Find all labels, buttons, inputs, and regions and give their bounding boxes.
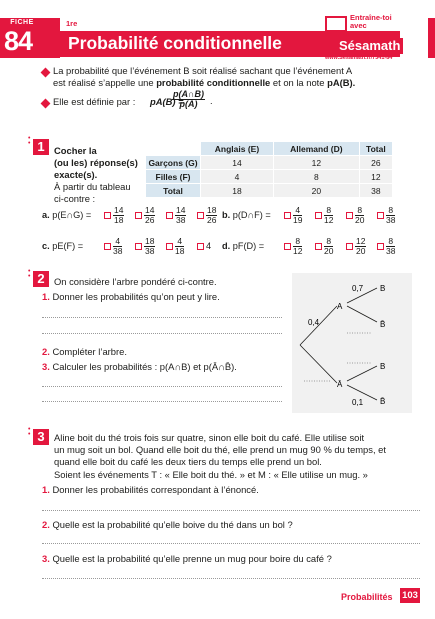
answer-checkbox[interactable]: [135, 212, 142, 219]
answer-fraction: [324, 237, 333, 256]
ex3-line: quand elle boit du café les deux tiers du temps elle prend un bol.: [54, 456, 322, 468]
ex2-q1-num: 1.: [42, 291, 50, 302]
fraction-numerator: 14: [114, 205, 124, 215]
ex1-instr-5: ci-contre :: [54, 193, 96, 204]
ex3-q1-text: Donner les probabilités correspondant à l’énoncé.: [52, 484, 259, 495]
answer-checkbox[interactable]: [166, 243, 173, 250]
answer-option: [104, 206, 124, 225]
answer-line[interactable]: [42, 386, 282, 387]
table-row-header: Total: [146, 184, 201, 198]
fraction-denominator: 18: [175, 246, 185, 256]
qb-expression: p(D∩F) =: [232, 210, 271, 220]
tree-branch: [300, 345, 337, 383]
answer-checkbox[interactable]: [135, 243, 142, 250]
table-header: Allemand (D): [273, 142, 359, 156]
ex3-line: un mug soit un bol. Quand elle boit du thé, elle prend un mug 90 % du temps, et: [54, 444, 386, 456]
answer-option: [104, 237, 122, 256]
table-header: Anglais (E): [201, 142, 274, 156]
ex1-qb: [222, 210, 271, 220]
tree-prob-a: 0,4: [308, 318, 320, 327]
ex2-q2-num: 2.: [42, 346, 50, 357]
table-cell: 18: [201, 184, 274, 198]
table-cell: 8: [273, 170, 359, 184]
answer-checkbox[interactable]: [284, 243, 291, 250]
ex1-qa: [42, 210, 91, 220]
fraction-numerator: 4: [175, 237, 184, 247]
sesamath-logo[interactable]: Sésamath: [336, 38, 403, 54]
fraction-denominator: 38: [176, 215, 186, 225]
answer-fraction: [206, 206, 217, 225]
exercise-3-badge: 3: [33, 429, 49, 445]
fraction-numerator: 8: [324, 237, 333, 247]
table-cell: 20: [273, 184, 359, 198]
answer-option: [346, 237, 366, 256]
table-header-row: [146, 142, 393, 156]
tree-node-not-b: B̄: [380, 397, 386, 406]
answer-line[interactable]: [42, 333, 282, 334]
answer-checkbox[interactable]: [377, 243, 384, 250]
answer-line[interactable]: [42, 543, 420, 544]
ex1-qc: [42, 241, 83, 251]
table-row: [146, 184, 393, 198]
fraction-denominator: 12: [324, 215, 334, 225]
answer-fraction: [386, 206, 395, 225]
tree-prob-b-given-a: 0,7: [352, 284, 364, 293]
definition-denominator: p(A): [179, 99, 198, 109]
tree-node-not-b: B̄: [380, 320, 386, 329]
page-title: Probabilité conditionnelle: [68, 33, 282, 53]
qb-label: b.: [222, 210, 231, 220]
table-row-header: Garçons (G): [146, 156, 201, 170]
edge-tab: [428, 18, 435, 58]
ex3-line: Aline boit du thé trois fois sur quatre, sinon elle boit du café. Elle utilise soit: [54, 432, 365, 443]
bullet-icon: [41, 99, 51, 109]
fraction-numerator: 4: [113, 237, 122, 247]
table-cell: 26: [359, 156, 392, 170]
answer-fraction: [355, 237, 366, 256]
answer-option: [315, 206, 333, 225]
fraction-numerator: 8: [355, 206, 364, 216]
answer-option: [135, 237, 155, 256]
answer-option: [166, 237, 184, 256]
ex3-line: Soient les événements T : « Elle boit du thé. » et M : « Elle utilise un mug. »: [54, 468, 368, 480]
ex1-instr-2: (ou les) réponse(s): [54, 157, 138, 168]
tree-prob-notb-given-nota: 0,1: [352, 398, 364, 407]
fraction-numerator: 8: [386, 237, 395, 247]
monitor-icon: [325, 16, 347, 32]
tree-branch: [347, 306, 377, 322]
answer-checkbox[interactable]: [315, 212, 322, 219]
level-label: 1re: [66, 19, 78, 28]
answer-option: [284, 206, 302, 225]
ex2-q2-text: Compléter l’arbre.: [52, 346, 127, 357]
qc-expression: pE(F) =: [52, 241, 84, 251]
answer-option: [284, 237, 302, 256]
answer-option: [377, 206, 395, 225]
fraction-numerator: 18: [145, 236, 155, 246]
answer-fraction: [113, 206, 124, 225]
fraction-numerator: 14: [176, 205, 186, 215]
table-cell: 4: [201, 170, 274, 184]
fraction-numerator: 14: [145, 205, 155, 215]
answer-line[interactable]: [42, 401, 282, 402]
fraction-denominator: 20: [356, 246, 366, 256]
tree-panel: [292, 273, 412, 413]
fraction-denominator: 38: [386, 215, 396, 225]
fraction-denominator: 26: [207, 215, 217, 225]
answer-checkbox[interactable]: [104, 243, 111, 250]
entraine-text: Entraîne-toi avec: [350, 13, 392, 30]
table-row: [146, 170, 393, 184]
tree-node-b: B: [380, 284, 386, 293]
badge-dots-icon: • •: [28, 426, 31, 438]
intro-line2a: est réalisé s’appelle une: [53, 77, 154, 88]
answer-fraction: [113, 237, 122, 256]
answer-option: [377, 237, 395, 256]
fraction-denominator: 12: [293, 246, 303, 256]
qd-label: d.: [222, 241, 231, 251]
fraction-denominator: 38: [386, 246, 396, 256]
exercise-1-badge: 1: [33, 139, 49, 155]
qa-expression: p(E∩G) =: [52, 210, 92, 220]
fraction-denominator: 38: [113, 246, 123, 256]
ex2-q3: [42, 361, 237, 372]
answer-checkbox[interactable]: [346, 212, 353, 219]
answer-option: [135, 206, 155, 225]
fiche-number: 84: [4, 26, 33, 56]
ex3-q1: [42, 484, 259, 495]
fraction-numerator: 8: [324, 206, 333, 216]
footer-section-label: Probabilités: [341, 592, 393, 602]
table-cell: 12: [273, 156, 359, 170]
intro-line1: La probabilité que l’événement B soit réalisé sachant que l’événement A: [53, 65, 353, 76]
tree-node-a: A: [337, 302, 343, 311]
badge-dots-icon: • •: [28, 135, 31, 147]
answer-checkbox[interactable]: [315, 243, 322, 250]
answer-value: 4: [206, 241, 212, 251]
answer-checkbox[interactable]: [346, 243, 353, 250]
ex3-q3-num: 3.: [42, 553, 50, 564]
answer-option: [315, 237, 333, 256]
ex1-instructions: [54, 145, 138, 205]
answer-fraction: [144, 206, 155, 225]
table-cell: 38: [359, 184, 392, 198]
exercise-2-badge: 2: [33, 271, 49, 287]
answer-checkbox[interactable]: [166, 212, 173, 219]
table-cell: 14: [201, 156, 274, 170]
ex2-q1: [42, 291, 220, 302]
answer-line[interactable]: [42, 510, 420, 511]
answer-fraction: [293, 206, 302, 225]
answer-line[interactable]: [42, 578, 420, 579]
answer-fraction: [144, 237, 155, 256]
answer-checkbox[interactable]: [197, 212, 204, 219]
answer-checkbox[interactable]: [104, 212, 111, 219]
badge-dots-icon: • •: [28, 268, 31, 280]
ex3-q3: [42, 553, 332, 564]
page-number: 103: [400, 588, 420, 603]
tree-node-not-a: Ā: [337, 380, 343, 389]
answer-fraction: [386, 237, 395, 256]
answer-fraction: [293, 237, 302, 256]
intro-notation: pA(B).: [327, 77, 356, 88]
tree-branch: [347, 366, 377, 381]
fraction-numerator: 12: [356, 236, 366, 246]
fraction-numerator: 4: [293, 206, 302, 216]
probability-tree: [292, 273, 412, 413]
table-row-header: Filles (F): [146, 170, 201, 184]
answer-fraction: [355, 206, 364, 225]
answer-line[interactable]: [42, 317, 282, 318]
intro-paragraph: [53, 65, 413, 89]
ex1-instr-3: exacte(s).: [54, 169, 98, 180]
fiche-label: FICHE: [10, 19, 34, 26]
sesamath-url[interactable]: www.Sesamath.fr/7341-84: [325, 55, 393, 61]
intro-bold-term: probabilité conditionnelle: [156, 77, 271, 88]
ex2-q3-num: 3.: [42, 361, 50, 372]
answer-checkbox[interactable]: [197, 243, 204, 250]
intro-definition-prefix: Elle est définie par :: [53, 96, 136, 107]
answer-checkbox[interactable]: [377, 212, 384, 219]
definition-period: .: [210, 96, 213, 106]
data-table: [145, 141, 393, 198]
intro-line2b: et on la note: [272, 77, 325, 88]
ex3-statement: [54, 432, 424, 481]
answer-option: [346, 206, 364, 225]
answer-option: [197, 241, 211, 251]
answer-checkbox[interactable]: [284, 212, 291, 219]
answer-option: [197, 206, 217, 225]
fraction-denominator: 19: [293, 215, 303, 225]
table-row: [146, 156, 393, 170]
ex1-instr-4: À partir du tableau: [54, 181, 131, 192]
answer-option: [166, 206, 186, 225]
table-header-empty: [146, 142, 201, 156]
fraction-denominator: 26: [145, 215, 155, 225]
ex1-instr-1: Cocher la: [54, 145, 97, 156]
ex1-qd: [222, 241, 264, 251]
fraction-denominator: 18: [114, 215, 124, 225]
ex2-q1-text: Donner les probabilités qu’on peut y lire.: [52, 291, 220, 302]
fraction-numerator: 8: [386, 206, 395, 216]
answer-fraction: [324, 206, 333, 225]
ex3-q2-num: 2.: [42, 519, 50, 530]
fraction-denominator: 20: [324, 246, 334, 256]
ex3-q3-text: Quelle est la probabilité qu’elle prenne un mug pour boire du café ?: [52, 553, 332, 564]
answer-fraction: [175, 206, 186, 225]
table-cell: 12: [359, 170, 392, 184]
qd-expression: pF(D) =: [232, 241, 265, 251]
qc-label: c.: [42, 241, 50, 251]
tree-node-b: B: [380, 362, 386, 371]
definition-lhs: pA(B) =: [150, 96, 184, 107]
table-header: Total: [359, 142, 392, 156]
fraction-numerator: 8: [293, 237, 302, 247]
ex2-intro: On considère l’arbre pondéré ci-contre.: [54, 276, 217, 287]
ex3-q1-num: 1.: [42, 484, 50, 495]
fraction-denominator: 38: [145, 246, 155, 256]
fraction-denominator: 20: [355, 215, 365, 225]
answer-fraction: [175, 237, 184, 256]
ex3-q2-text: Quelle est la probabilité qu’elle boive du thé dans un bol ?: [52, 519, 293, 530]
definition-fraction: [172, 90, 205, 109]
ex3-q2: [42, 519, 293, 530]
bullet-icon: [41, 68, 51, 78]
ex2-q2: [42, 346, 127, 357]
ex2-q3-text: Calculer les probabilités : p(A∩B) et p(Ā∩B̄).: [52, 361, 237, 372]
definition-numerator: p(A∩B): [173, 89, 204, 99]
qa-label: a.: [42, 210, 50, 220]
fraction-numerator: 18: [207, 205, 217, 215]
